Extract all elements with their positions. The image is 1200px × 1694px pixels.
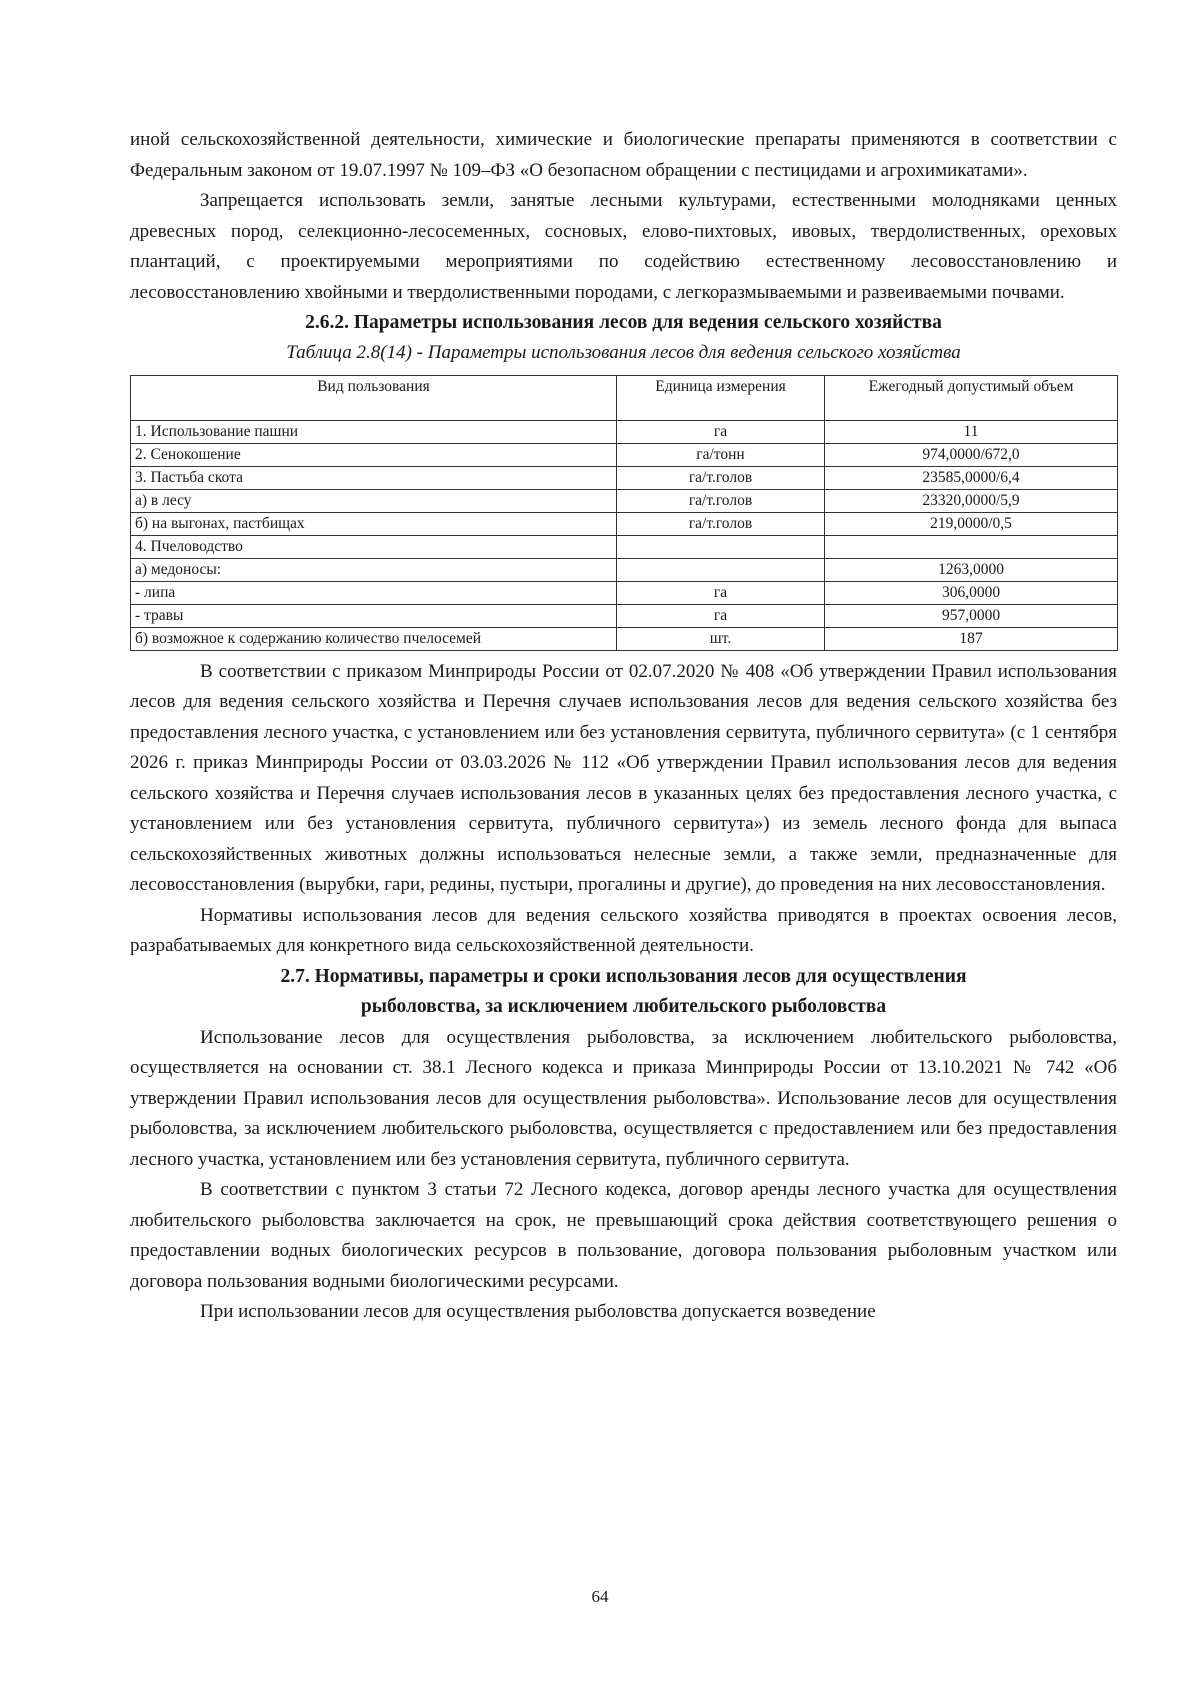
volume-cell: 306,0000 (825, 581, 1118, 604)
unit-cell: га (617, 420, 825, 443)
section-heading-2-7-line-2: рыболовства, за исключением любительского рыболовства (360, 996, 887, 1017)
unit-cell: га/т.голов (617, 512, 825, 535)
volume-cell: 187 (825, 627, 1118, 650)
usage-type-cell: а) в лесу (131, 489, 617, 512)
usage-type-cell: 2. Сенокошение (131, 443, 617, 466)
table-row (131, 420, 1118, 443)
paragraph-lease-term: В соответствии с пунктом 3 статьи 72 Лесного кодекса, договор аренды лесного участка для осуществления любительского рыболовства заключается на срок, не превышающий срока действия соответствующего решения о предоставлении водных биологических ресурсов в пользование, договора пользования рыболовным участком или договора пользования водными биологическими ресурсами. (130, 1179, 1117, 1292)
usage-type-cell: б) возможное к содержанию количество пчелосемей (131, 627, 617, 650)
header-unit: Единица измерения (617, 375, 825, 420)
volume-cell: 957,0000 (825, 604, 1118, 627)
paragraph-construction: При использовании лесов для осуществления рыболовства допускается возведение (200, 1301, 876, 1322)
table-row (131, 558, 1118, 581)
volume-cell: 974,0000/672,0 (825, 443, 1118, 466)
table-caption: Таблица 2.8(14) - Параметры использования лесов для ведения сельского хозяйства (286, 341, 961, 363)
page-content (130, 125, 1117, 1328)
paragraph-norms-projects: Нормативы использования лесов для ведения сельского хозяйства приводятся в проектах освоения лесов, разрабатываемых для конкретного вида сельскохозяйственной деятельности. (130, 904, 1117, 956)
table-row (131, 466, 1118, 489)
volume-cell: 23585,0000/6,4 (825, 466, 1118, 489)
unit-cell: га/тонн (617, 443, 825, 466)
volume-cell: 11 (825, 420, 1118, 443)
usage-type-cell: а) медоносы: (131, 558, 617, 581)
volume-cell: 219,0000/0,5 (825, 512, 1118, 535)
table-row (131, 443, 1118, 466)
paragraph-pesticides: иной сельскохозяйственной деятельности, химические и биологические препараты применяются в соответствии с Федеральным законом от 19.07.1997 № 109–ФЗ «О безопасном обращении с пестицидами и агрохимикатами». (130, 129, 1117, 181)
table-header-row (131, 375, 1118, 420)
agriculture-parameters-table (130, 375, 1118, 651)
table-row (131, 489, 1118, 512)
volume-cell: 23320,0000/5,9 (825, 489, 1118, 512)
table-row (131, 604, 1118, 627)
usage-type-cell: - липа (131, 581, 617, 604)
usage-type-cell: 1. Использование пашни (131, 420, 617, 443)
volume-cell (825, 535, 1118, 558)
table-row (131, 627, 1118, 650)
page-number: 64 (591, 1587, 609, 1606)
unit-cell (617, 558, 825, 581)
usage-type-cell: 3. Пастьба скота (131, 466, 617, 489)
unit-cell (617, 535, 825, 558)
usage-type-cell: - травы (131, 604, 617, 627)
unit-cell: га (617, 581, 825, 604)
volume-cell: 1263,0000 (825, 558, 1118, 581)
section-heading-2-7-line-1: 2.7. Нормативы, параметры и сроки использования лесов для осуществления (280, 965, 967, 987)
unit-cell: га/т.голов (617, 489, 825, 512)
header-annual-volume: Ежегодный допустимый объем (825, 375, 1118, 420)
usage-type-cell: б) на выгонах, пастбищах (131, 512, 617, 535)
unit-cell: га (617, 604, 825, 627)
paragraph-order-408: В соответствии с приказом Минприроды России от 02.07.2020 № 408 «Об утверждении Правил использования лесов для ведения сельского хозяйства и Перечня случаев использования лесов для ведения сельского хозяйства без предоставления лесного участка, с установлением или без установления сервитута, публичного сервитута» (с 1 сентября 2026 г. приказ Минприроды России от 03.03.2026 № 112 «Об утверждении Правил использования лесов для ведения сельского хозяйства и Перечня случаев использования лесов в указанных целях без предоставления лесного участка, с установлением или без установления сервитута, публичного сервитута») из земель лесного фонда для выпаса сельскохозяйственных животных должны использоваться нелесные земли, а также земли, предназначенные для лесовосстановления (вырубки, гари, редины, пустыри, прогалины и другие), до проведения на них лесовосстановления. (130, 660, 1117, 895)
usage-type-cell: 4. Пчеловодство (131, 535, 617, 558)
paragraph-fishing-basis: Использование лесов для осуществления рыболовства, за исключением любительского рыболовства, осуществляется на основании ст. 38.1 Лесного кодекса и приказа Минприроды России от 13.10.2021 № 742 «Об утверждении Правил использования лесов для осуществления рыболовства». Использование лесов для осуществления рыболовства, за исключением любительского рыболовства, осуществляется с предоставлением или без предоставления лесного участка, установлением или без установления сервитута, публичного сервитута. (130, 1026, 1117, 1170)
unit-cell: шт. (617, 627, 825, 650)
paragraph-prohibited-lands: Запрещается использовать земли, занятые лесными культурами, естественными молодняками ценных древесных пород, селекционно-лесосеменных, сосновых, елово-пихтовых, ивовых, твердолиственных, ореховых плантаций, с проектируемыми мероприятиями по содействию естественному лесовосстановлению и лесовосстановлению хвойными и твердолиственными породами, с легкоразмываемыми и развеиваемыми почвами. (130, 190, 1117, 303)
table-row (131, 512, 1118, 535)
unit-cell: га/т.голов (617, 466, 825, 489)
table-row (131, 581, 1118, 604)
table-row (131, 535, 1118, 558)
section-heading-2-6-2: 2.6.2. Параметры использования лесов для ведения сельского хозяйства (305, 312, 942, 333)
header-usage-type: Вид пользования (131, 375, 617, 420)
